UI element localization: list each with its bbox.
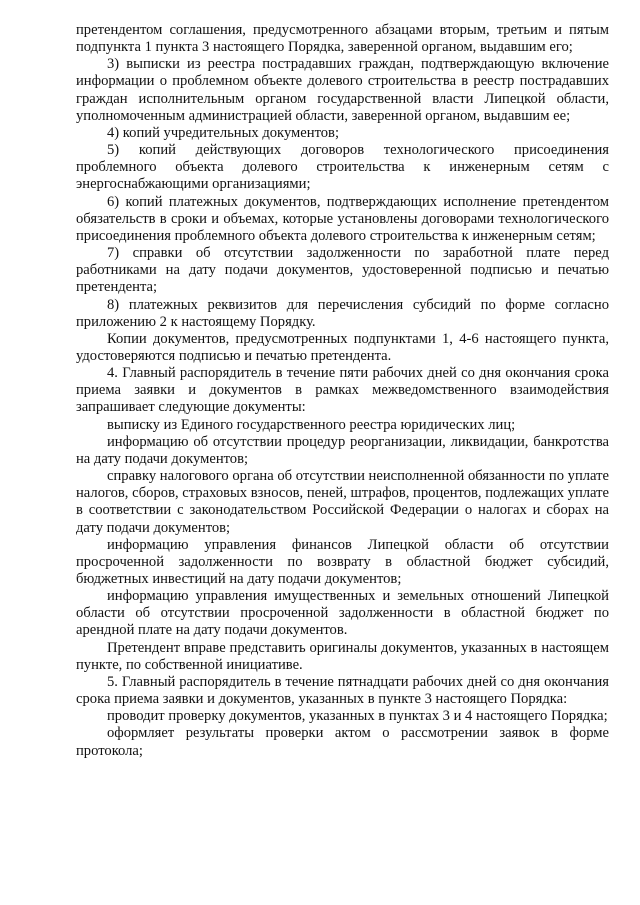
paragraph-item-8: 8) платежных реквизитов для перечисления субсидий по форме согласно приложению 2 к настоящему Порядку. — [76, 296, 609, 330]
paragraph-item-3: 3) выписки из реестра пострадавших граждан, подтверждающую включение информации о проблемном объекте долевого строительства в реестр пострадавших граждан исполнительным органом государственной власти Липецкой области, уполномоченным администрацией области, заверенной органом, выдавшим ее; — [76, 56, 609, 124]
paragraph-item-5: 5) копий действующих договоров технологического присоединения проблемного объекта долевого строительства к инженерным сетям с энергоснабжающими организациями; — [76, 142, 609, 193]
paragraph-own-initiative: Претендент вправе представить оригиналы документов, указанных в настоящем пункте, по собственной инициативе. — [76, 639, 609, 673]
document-page — [76, 22, 609, 760]
paragraph-item-4: 4) копий учредительных документов; — [107, 124, 339, 141]
paragraph-property-info: информацию управления имущественных и земельных отношений Липецкой области об отсутствии просроченной задолженности в областной бюджет по арендной плате на дату подачи документов. — [76, 588, 609, 639]
paragraph-tax-certificate: справку налогового органа об отсутствии неисполненной обязанности по уплате налогов, сборов, страховых взносов, пеней, штрафов, процентов, подлежащих уплате в соответствии с законодательством Российской Федерации о налогах и сборах на дату подачи документов; — [76, 468, 609, 536]
paragraph-protocol: оформляет результаты проверки актом о рассмотрении заявок в форме протокола; — [76, 725, 609, 759]
paragraph-item-7: 7) справки об отсутствии задолженности по заработной плате перед работниками на дату подачи документов, удостоверенной подписью и печатью претендента; — [76, 245, 609, 296]
paragraph-clause-4: 4. Главный распорядитель в течение пяти рабочих дней со дня окончания срока приема заявки и документов в рамках межведомственного взаимодействия запрашивает следующие документы: — [76, 365, 609, 416]
paragraph-item-6: 6) копий платежных документов, подтверждающих исполнение претендентом обязательств в сроки и объемах, которые установлены договорами технологического присоединения проблемного объекта долевого строительства к инженерным сетям; — [76, 193, 609, 244]
paragraph-document-check: проводит проверку документов, указанных в пунктах 3 и 4 настоящего Порядка; — [107, 708, 608, 725]
paragraph-no-liquidation: информацию об отсутствии процедур реорганизации, ликвидации, банкротства на дату подачи документов; — [76, 433, 609, 467]
paragraph-finance-info: информацию управления финансов Липецкой области об отсутствии просроченной задолженности по возврату в областной бюджет субсидий, бюджетных инвестиций на дату подачи документов; — [76, 536, 609, 587]
paragraph-continuation: претендентом соглашения, предусмотренного абзацами вторым, третьим и пятым подпункта 1 пункта 3 настоящего Порядка, заверенной органом, выдавшим его; — [76, 22, 609, 56]
paragraph-clause-5: 5. Главный распорядитель в течение пятнадцати рабочих дней со дня окончания срока приема заявки и документов, указанных в пункте 3 настоящего Порядка: — [76, 673, 609, 708]
paragraph-copies-certification: Копии документов, предусмотренных подпунктами 1, 4-6 настоящего пункта, удостоверяются подписью и печатью претендента. — [76, 330, 609, 364]
paragraph-egrul-extract: выписку из Единого государственного реестра юридических лиц; — [107, 416, 516, 433]
